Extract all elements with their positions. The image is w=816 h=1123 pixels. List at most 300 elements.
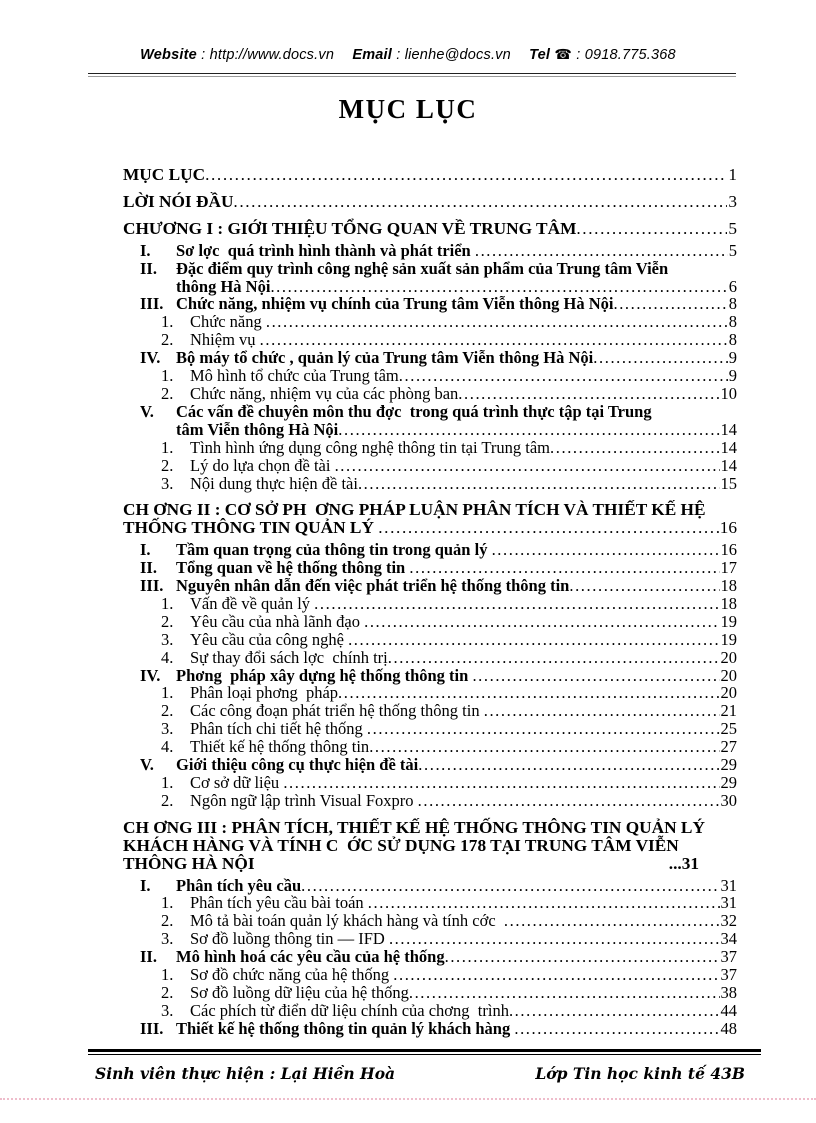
dot-leader [389, 930, 720, 948]
toc-entry-number: 1. [161, 965, 174, 985]
website-label: Website [140, 47, 197, 63]
toc-entry-title: Phân tích yêu cầu bài toán [190, 893, 368, 913]
header-divider [88, 73, 736, 77]
toc-entry [123, 738, 737, 756]
toc-entry-line [190, 684, 737, 702]
toc-entry-number: V. [140, 755, 154, 775]
phone-icon: ☎ [554, 46, 573, 62]
toc-entry-title: Nguyên nhân dẫn đến việc phát triển hệ thống thông tin [176, 576, 570, 596]
toc-page-number: 9 [728, 348, 737, 368]
toc-entry-number: 3. [161, 719, 174, 739]
toc-entry [123, 877, 737, 895]
toc-entry-title: Yêu cầu của nhà lãnh đạo [190, 611, 365, 631]
toc-entry-title: Sơ đồ luồng thông tin — IFD [190, 929, 389, 949]
toc-entry-number: 3. [161, 1000, 174, 1020]
toc-entry-text [190, 385, 737, 403]
toc-entry-line [123, 166, 737, 184]
toc-entry-line [190, 331, 737, 349]
toc-page-number: 16 [719, 518, 737, 538]
toc-page-number: 20 [720, 665, 737, 685]
toc-entry-number: 4. [161, 647, 174, 667]
dot-leader [472, 667, 719, 685]
toc-page-number: 29 [720, 755, 737, 775]
toc-entry-number: 3. [161, 629, 174, 649]
toc-entry [123, 774, 737, 792]
toc-page-number: 6 [728, 276, 737, 296]
toc-entry [123, 649, 737, 667]
toc-entry-text [123, 166, 737, 184]
toc-entry-text [190, 984, 737, 1002]
toc-entry-text [176, 1020, 737, 1038]
toc-entry-line [190, 894, 737, 912]
toc-entry-title: Vấn đề về quản lý [190, 593, 315, 613]
toc-entry-line [123, 819, 737, 837]
toc-page-number: 30 [720, 790, 737, 810]
toc-entry-text [176, 349, 737, 367]
toc-entry-line [190, 475, 737, 493]
toc-entry [123, 313, 737, 331]
toc-entry [123, 295, 737, 313]
toc-page-number: 1 [728, 165, 737, 184]
toc-page-number: 34 [720, 929, 737, 949]
toc-entry-number: 3. [161, 473, 174, 493]
toc-page-number: 48 [720, 1018, 737, 1038]
toc-entry-text [190, 595, 737, 613]
dot-leader [260, 331, 728, 349]
toc-entry-text [176, 541, 737, 559]
dot-leader [399, 367, 728, 385]
toc-entry-title: thông Hà Nội [176, 276, 271, 296]
website-url: http://www.docs.vn [209, 47, 335, 63]
dot-leader [266, 313, 728, 331]
toc-page-number: 37 [720, 947, 737, 967]
dot-leader [338, 684, 719, 702]
toc-entry [123, 595, 737, 613]
toc-entry-number: II. [140, 947, 157, 967]
toc-entry-number: IV. [140, 348, 161, 368]
toc-entry-number: 2. [161, 455, 174, 475]
toc-page-number: 20 [720, 647, 737, 667]
toc-entry-text [190, 631, 737, 649]
toc-entry-title: Mô hình tổ chức của Trung tâm [190, 366, 399, 386]
dot-leader [369, 738, 719, 756]
toc-page-number: 38 [720, 982, 737, 1002]
toc-entry-number: 2. [161, 982, 174, 1002]
toc-entry-text [176, 667, 737, 685]
toc-entry-text [190, 684, 737, 702]
toc-entry-line [190, 792, 737, 810]
toc-entry-line [176, 242, 737, 260]
toc-entry-line [123, 501, 737, 519]
toc-entry [123, 166, 737, 184]
toc-entry [123, 260, 737, 296]
toc-page-number: 5 [728, 218, 737, 238]
toc-entry [123, 613, 737, 631]
dot-leader [593, 349, 727, 367]
footer-divider [88, 1049, 761, 1055]
toc-entry-title: LỜI NÓI ĐẦU [123, 191, 234, 211]
toc-page-number: 8 [728, 312, 737, 332]
toc-entry-title: KHÁCH HÀNG VÀ TÍNH C ỚC SỬ DỤNG 178 TẠI TRUNG TÂM VIỄN [123, 835, 679, 855]
toc-page-number: 18 [720, 593, 737, 613]
toc-entry-number: III. [140, 294, 164, 314]
toc-entry-text [190, 894, 737, 912]
dot-leader [445, 948, 720, 966]
toc-page-number: 19 [720, 611, 737, 631]
bottom-dotted-line [0, 1098, 816, 1100]
toc-entry-line [176, 559, 737, 577]
toc-entry [123, 457, 737, 475]
toc-entry-title: Sự thay đổi sách lợc chính trị [190, 647, 388, 667]
toc-entry-title: Phân tích chi tiết hệ thống [190, 719, 367, 739]
toc-entry-number: 2. [161, 790, 174, 810]
toc-page-number: 8 [728, 330, 737, 350]
footer-student: Sinh viên thực hiện : Lại Hiền Hoà [95, 1064, 396, 1083]
toc-entry-title: CH ƠNG III : PHÂN TÍCH, THIẾT KẾ HỆ THỐNG THÔNG TIN QUẢN LÝ [123, 817, 705, 837]
toc-entry-line [190, 631, 737, 649]
toc-entry [123, 439, 737, 457]
dot-leader [509, 1002, 720, 1020]
toc-entry-title: Các công đoạn phát triển hệ thống thông tin [190, 701, 484, 721]
toc-entry-line [190, 738, 737, 756]
toc-entry-line [123, 855, 737, 873]
toc-entry-number: 1. [161, 366, 174, 386]
toc-entry-number: 1. [161, 437, 174, 457]
toc-entry-title: Giới thiệu công cụ thực hiện đề tài [176, 755, 419, 775]
toc-entry-line [190, 774, 737, 792]
toc-entry [123, 559, 737, 577]
dot-leader [205, 166, 727, 184]
toc-page-number: 14 [720, 437, 737, 457]
toc-entry-number: 4. [161, 737, 174, 757]
toc-entry [123, 385, 737, 403]
dot-leader [418, 792, 720, 810]
toc-entry-number: 2. [161, 611, 174, 631]
toc-entry-number: II. [140, 258, 157, 278]
toc-entry-title: Đặc điểm quy trình công nghệ sản xuất sản phẩm của Trung tâm Viễn [176, 258, 669, 278]
dot-leader [418, 756, 719, 774]
toc-page-number: 5 [728, 240, 737, 260]
toc-page-number: 29 [720, 773, 737, 792]
toc-entry-text [190, 966, 737, 984]
dot-leader [492, 541, 720, 559]
toc-page-number: 8 [728, 294, 737, 314]
toc-entry [123, 684, 737, 702]
toc-page-number: ...31 [668, 853, 699, 873]
toc-entry [123, 948, 737, 966]
toc-entry-title: Bộ máy tổ chức , quản lý của Trung tâm Viễn thông Hà Nội [176, 348, 594, 368]
toc-entry [123, 1020, 737, 1038]
dot-leader [335, 457, 720, 475]
dot-leader [484, 702, 720, 720]
toc-entry-line [190, 930, 737, 948]
toc-entry-text [190, 1002, 737, 1020]
dot-leader [348, 631, 719, 649]
toc-entry-text [190, 331, 737, 349]
toc-entry-text [190, 313, 737, 331]
toc-entry-line [190, 367, 737, 385]
toc-entry [123, 242, 737, 260]
toc-entry-text [123, 819, 737, 873]
toc-page-number: 14 [720, 455, 737, 475]
toc-entry-number: 1. [161, 773, 174, 792]
toc-page-number: 27 [720, 737, 737, 757]
dot-leader [368, 894, 720, 912]
toc-entry-title: tâm Viễn thông Hà Nội [176, 419, 339, 439]
toc-entry [123, 667, 737, 685]
toc-entry [123, 792, 737, 810]
toc-entry-text [123, 193, 737, 211]
dot-leader [378, 519, 718, 537]
toc-entry-number: III. [140, 576, 164, 596]
header-tel: Tel ☎ : 0918.775.368 [529, 46, 676, 63]
toc-page-number: 31 [720, 875, 737, 895]
toc-page-number: 21 [720, 701, 737, 721]
toc-page-number: 31 [720, 893, 737, 913]
toc-page-number: 18 [720, 576, 737, 596]
toc-entry-title: Sơ đồ luồng dữ liệu của hệ thống [190, 982, 409, 1002]
toc-entry-line [190, 720, 737, 738]
toc-entry-text [176, 242, 737, 260]
tel-label: Tel [529, 47, 551, 63]
toc-entry-line [176, 403, 737, 421]
toc-entry-title: Thiết kế hệ thống thông tin quản lý khách hàng [176, 1018, 515, 1038]
toc-page-number: 20 [720, 683, 737, 703]
dot-leader [338, 421, 719, 439]
toc-entry-text [123, 501, 737, 537]
toc-entry-line [190, 385, 737, 403]
dot-leader [388, 649, 720, 667]
toc-entry-text [190, 792, 737, 810]
toc-entry-text [190, 457, 737, 475]
toc-entry-title: THỐNG THÔNG TIN QUẢN LÝ [123, 518, 379, 538]
dot-leader [270, 278, 727, 296]
toc-entry-title: Phân tích yêu cầu [176, 875, 302, 895]
header-email: Email : lienhe@docs.vn [352, 47, 511, 63]
toc-entry-line [190, 313, 737, 331]
toc-entry [123, 930, 737, 948]
toc-page-number: 37 [720, 965, 737, 985]
toc-entry-line [176, 1020, 737, 1038]
toc-entry [123, 702, 737, 720]
toc-page-number: 9 [728, 366, 737, 386]
dot-leader [301, 877, 719, 895]
toc-page-number: 16 [720, 540, 737, 560]
toc-page-number: 17 [720, 558, 737, 578]
toc-entry-number: 1. [161, 312, 174, 332]
toc-entry [123, 349, 737, 367]
toc-entry-line [190, 702, 737, 720]
toc-entry-line [176, 260, 737, 278]
toc-entry [123, 966, 737, 984]
dot-leader [458, 385, 719, 403]
toc-entry-title: Tình hình ứng dụng công nghệ thông tin tại Trung tâm [190, 437, 551, 457]
toc-page-number: 3 [728, 191, 737, 211]
toc-page-number: 25 [720, 719, 737, 739]
toc-entry-line [123, 193, 737, 211]
toc-entry-title: Các phích từ điển dữ liệu chính của chơng trình [190, 1000, 509, 1020]
toc-entry-text [176, 260, 737, 296]
toc-page-number: 44 [720, 1000, 737, 1020]
toc-entry-title: Sơ lợc quá trình hình thành và phát triển [176, 240, 475, 260]
toc-entry-number: 2. [161, 383, 174, 403]
toc-entry-title: CHƯƠNG I : GIỚI THIỆU TỔNG QUAN VỀ TRUNG TÂM [123, 218, 577, 238]
toc-entry-title: Chức năng [190, 312, 266, 332]
dot-leader [514, 1020, 719, 1038]
dot-leader [475, 242, 728, 260]
toc-entry-text [190, 738, 737, 756]
email-address: lienhe@docs.vn [404, 47, 511, 63]
toc-entry-line [176, 295, 737, 313]
toc-entry [123, 720, 737, 738]
dot-leader [613, 295, 727, 313]
dot-leader [367, 720, 720, 738]
dot-leader [409, 559, 719, 577]
toc-entry-number: 2. [161, 911, 174, 931]
toc-entry-line [176, 278, 737, 296]
toc-entry-title: CH ƠNG II : CƠ SỞ PH ƠNG PHÁP LUẬN PHÂN TÍCH VÀ THIẾT KẾ HỆ [123, 500, 706, 520]
toc-entry [123, 912, 737, 930]
dot-leader [409, 984, 720, 1002]
toc-entry-title: Cơ sở dữ liệu [190, 773, 284, 792]
toc-entry-title: Các vấn đề chuyên môn thu đợc trong quá trình thực tập tại Trung [176, 401, 652, 421]
toc-entry-title: Tầm quan trọng của thông tin trong quản lý [176, 540, 492, 560]
toc-entry-line [190, 439, 737, 457]
toc-entry-text [123, 220, 737, 238]
toc-entry-line [123, 519, 737, 537]
toc-entry-line [176, 421, 737, 439]
toc-entry-line [190, 649, 737, 667]
dot-leader [550, 439, 719, 457]
toc-entry-number: 1. [161, 593, 174, 613]
toc-entry-text [176, 559, 737, 577]
toc-entry-title: Mô tả bài toán quản lý khách hàng và tính cớc [190, 911, 504, 931]
toc-entry-line [190, 1002, 737, 1020]
toc-entry-text [190, 702, 737, 720]
toc-entry-title: Chức năng, nhiệm vụ chính của Trung tâm Viễn thông Hà Nội [176, 294, 614, 314]
toc-entry-text [190, 930, 737, 948]
toc-entry-text [190, 649, 737, 667]
toc-entry-line [190, 613, 737, 631]
toc-entry-text [176, 403, 737, 439]
toc-entry-title: Sơ đồ chức năng của hệ thống [190, 965, 394, 985]
toc-entry [123, 577, 737, 595]
toc-entry [123, 756, 737, 774]
toc-entry-line [123, 837, 737, 855]
dot-leader [283, 774, 719, 792]
toc-entry-text [190, 367, 737, 385]
toc-entry-title: MỤC LỤC [123, 165, 206, 184]
toc-entry-number: IV. [140, 665, 161, 685]
toc [123, 166, 737, 1038]
toc-entry-title: Thiết kế hệ thống thông tin [190, 737, 370, 757]
dot-leader [364, 613, 719, 631]
toc-entry-title: Phân loại phơng pháp [190, 683, 339, 703]
toc-entry-number: III. [140, 1018, 164, 1038]
dot-leader [233, 193, 727, 211]
toc-entry-title: Phơng pháp xây dựng hệ thống thông tin [176, 665, 473, 685]
toc-entry [123, 403, 737, 439]
page-footer [95, 1064, 745, 1083]
dot-leader [576, 220, 727, 238]
toc-page-number: 32 [720, 911, 737, 931]
toc-entry-line [190, 984, 737, 1002]
toc-entry [123, 193, 737, 211]
toc-entry-text [176, 577, 737, 595]
toc-entry-text [190, 439, 737, 457]
toc-entry-line [190, 966, 737, 984]
toc-entry [123, 367, 737, 385]
toc-entry-title: Yêu cầu của công nghệ [190, 629, 349, 649]
toc-entry-number: 2. [161, 330, 174, 350]
toc-page-number: 14 [720, 419, 737, 439]
toc-entry-title: Ngôn ngữ lập trình Visual Foxpro [190, 790, 418, 810]
toc-entry-text [190, 912, 737, 930]
toc-entry-title: Chức năng, nhiệm vụ của các phòng ban [190, 383, 459, 403]
dot-leader [358, 475, 720, 493]
toc-entry-title: THÔNG HÀ NỘI [123, 853, 255, 873]
toc-entry-number: I. [140, 540, 151, 560]
dot-leader [314, 595, 719, 613]
toc-entry-line [176, 756, 737, 774]
toc-entry-number: I. [140, 240, 151, 260]
toc-entry [123, 475, 737, 493]
toc-entry-line [190, 912, 737, 930]
toc-entry [123, 501, 737, 537]
toc-entry-number: 1. [161, 683, 174, 703]
dot-leader [569, 577, 719, 595]
toc-entry-text [190, 475, 737, 493]
toc-entry-number: I. [140, 875, 151, 895]
footer-class: Lớp Tin học kinh tế 43B [535, 1064, 745, 1083]
toc-entry-text [176, 756, 737, 774]
toc-entry-title: Nội dung thực hiện đề tài [190, 473, 358, 493]
toc-entry [123, 894, 737, 912]
toc-entry-line [176, 541, 737, 559]
toc-entry-text [176, 948, 737, 966]
toc-entry-text [190, 720, 737, 738]
toc-page-number: 19 [720, 629, 737, 649]
toc-page-number: 10 [720, 383, 737, 403]
toc-entry [123, 819, 737, 873]
toc-entry-number: 3. [161, 929, 174, 949]
toc-entry-line [176, 349, 737, 367]
toc-entry [123, 331, 737, 349]
toc-entry-number: 1. [161, 893, 174, 913]
toc-entry-title: Tổng quan về hệ thống thông tin [176, 558, 410, 578]
email-label: Email [352, 47, 393, 63]
toc-entry-text [176, 877, 737, 895]
page-title: MỤC LỤC [338, 94, 478, 124]
toc-entry [123, 984, 737, 1002]
toc-entry-line [123, 220, 737, 238]
toc-entry-title: Mô hình hoá các yêu cầu của hệ thống [176, 947, 445, 967]
toc-entry-line [176, 667, 737, 685]
toc-entry-line [176, 877, 737, 895]
toc-entry [123, 631, 737, 649]
toc-entry [123, 541, 737, 559]
toc-entry-number: V. [140, 401, 154, 421]
page-header [0, 46, 816, 63]
toc-entry-number: II. [140, 558, 157, 578]
toc-entry [123, 1002, 737, 1020]
dot-leader [393, 966, 719, 984]
toc-entry [123, 220, 737, 238]
toc-entry-line [190, 457, 737, 475]
toc-entry-title: Nhiệm vụ [190, 330, 260, 350]
toc-entry-title: Lý do lựa chọn đề tài [190, 455, 335, 475]
toc-entry-text [190, 613, 737, 631]
